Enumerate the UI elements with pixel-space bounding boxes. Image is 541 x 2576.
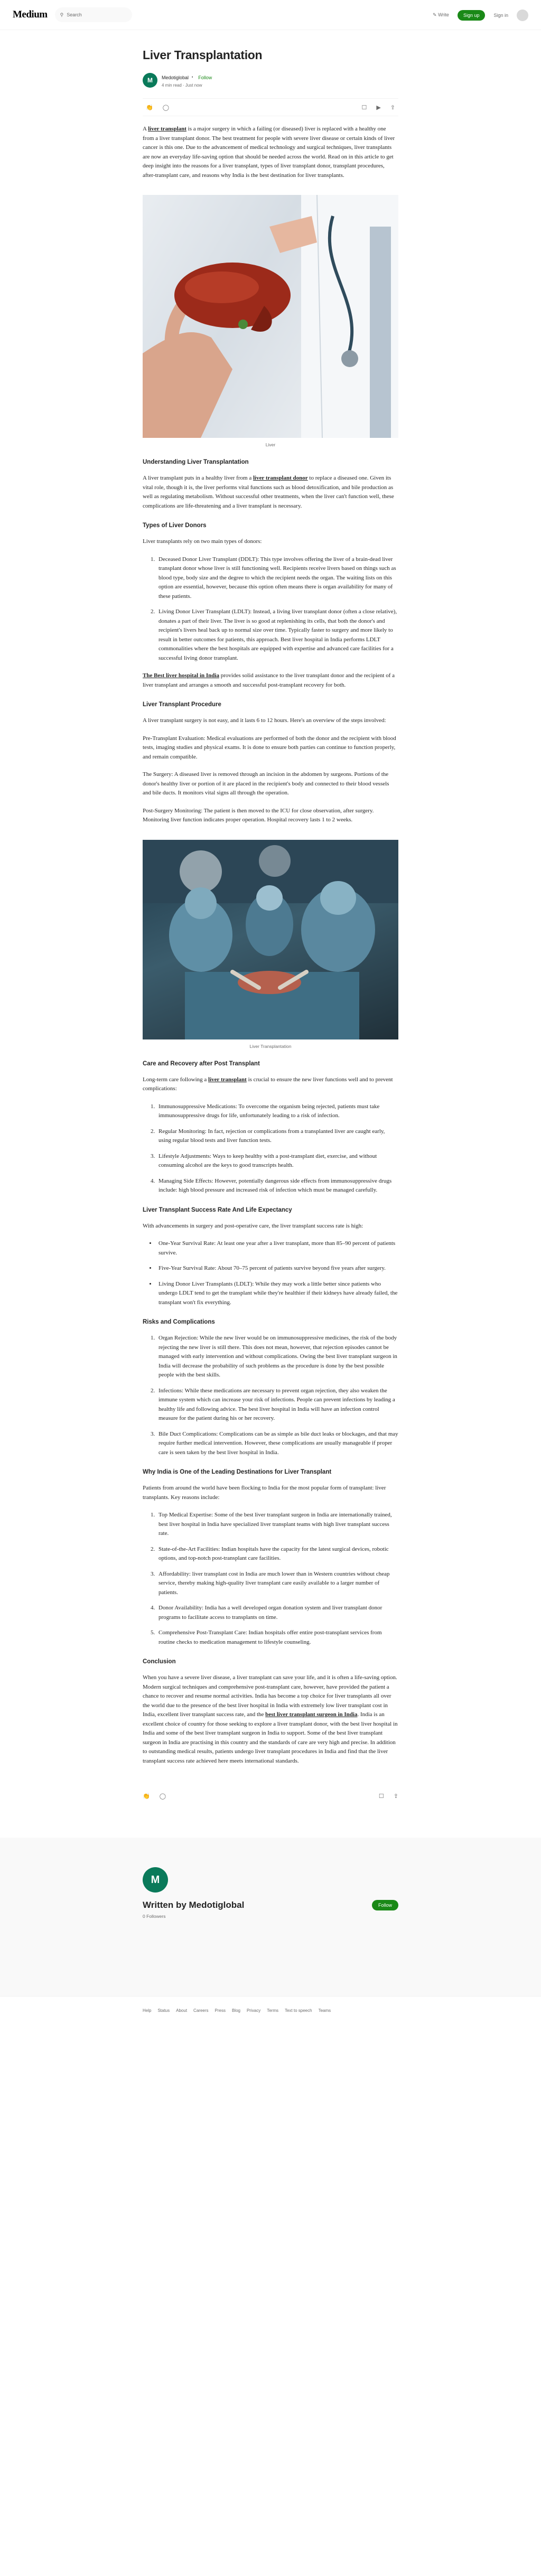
search-icon: ⚲ (60, 12, 64, 17)
bookmark-icon[interactable]: ☐ (361, 104, 367, 111)
liver-transplant-link[interactable]: liver transplant (148, 126, 186, 132)
article-meta: 4 min read · Just now (162, 83, 202, 88)
intro-text-a: A (143, 126, 148, 132)
author-avatar[interactable]: M (143, 73, 157, 88)
care-paragraph (143, 1075, 398, 1094)
list-item: 2. Living Donor Liver Transplant (LDLT): Instead, a living liver transplant donor (often a close relative), donates a part of their liver. The liver is so good at replenishing its cells, that both the donor's and recipient's livers heal back up to normal size over time. Typically faster to surgery and more likely to result in better outcomes for patients, this approach. Best liver hospital in India performs LDLT commonalities where the best hospitals are equipped with expertise and advanced care facilities for a successful living donor transplant. (156, 607, 398, 663)
author-info: Medotiglobal · Follow 4 min read · Just now (162, 72, 212, 88)
article-container (143, 30, 398, 1805)
section-title-risks: Risks and Complications (143, 1319, 215, 1325)
article-action-bar (143, 98, 398, 116)
section-title-procedure: Liver Transplant Procedure (143, 701, 221, 708)
written-by-heading: Written by Medotiglobal (143, 1900, 245, 1910)
list-item: 2. Infections: While these medications are necessary to prevent organ rejection, they also weaken the immune system which can increase your risk of infections. People can prevent infections by leading a healthy life and following advice. The best liver hospital in India will have an infection control measure for the patient during his or her recovery. (156, 1387, 398, 1423)
procedure-step: The Surgery: A diseased liver is removed through an incision in the abdomen by surgeons. Portions of the donor's healthy liver or portion of it are placed in the recipient's body and connected to their blood vessels and bile ducts. It monitors vital signs all through the operation. (143, 771, 389, 796)
intro-paragraph (143, 125, 398, 180)
section-title-success-rate: Liver Transplant Success Rate And Life Expectancy (143, 1206, 292, 1213)
best-hospital-paragraph (143, 671, 398, 690)
liver-image (143, 195, 398, 438)
figure-liver-caption: Liver (265, 442, 276, 447)
procedure-step: Post-Surgery Monitoring: The patient is then moved to the ICU for close observation, after surgery. Monitoring liver function indicates proper operation. Hospital recovery lasts 1 to 2 weeks. (143, 807, 374, 823)
sign-in-link[interactable]: Sign in (493, 12, 508, 18)
footer-link-blog[interactable]: Blog (231, 2008, 240, 2013)
site-footer (0, 1996, 541, 2045)
figure-liver (143, 195, 398, 447)
conclusion-paragraph (143, 1673, 398, 1766)
section-title-care: Care and Recovery after Post Transplant (143, 1060, 260, 1067)
understanding-text-b: to replace a diseased one. Given its vital role, though it is, the liver performs vital functions such as blood detoxification, and bile production as well as regulating metabolism. Without successful other treatments, when the liver can't function well, these complications are life-threatening and a liver transplant is necessary. (143, 475, 394, 509)
list-item: 2. Regular Monitoring: In fact, rejection or complications from a transplanted liver are caught early, using regular blood tests and liver function tests. (156, 1127, 398, 1146)
list-item: 2. State-of-the-Art Facilities: Indian hospitals have the capacity for the latest surgical devices, robotic options, and top-notch post-transplant care facilities. (156, 1545, 398, 1563)
author-follow-link[interactable]: Follow (198, 75, 212, 80)
care-text-b: is crucial to ensure the new liver functions well and to prevent complications: (143, 1076, 393, 1092)
intro-text-b: is a major surgery in which a failing (or diseased) liver is replaced with a healthy one from a liver transplant donor. The best treatment for people with severe liver disease or certain kinds of liver cancer is this one. Due to the advancement of medical technology and surgical techniques, liver transplants are now an everyday life-saving option that should be needed across the world. Read on in this article to get deep insight into the reasons for a liver transplant, types of liver transplant donor, transplant procedures, after-transplant care, and reasons why India is the best destination for liver transplants. (143, 126, 395, 179)
list-item: • Five-Year Survival Rate: About 70–75 percent of patients survive beyond five years after surgery. (156, 1264, 398, 1273)
care-text-a: Long-term care following a (143, 1076, 209, 1083)
article-title: Liver Transplantation (143, 48, 263, 62)
follow-button[interactable]: Follow (372, 1900, 398, 1910)
user-avatar-icon[interactable] (517, 10, 528, 21)
conclusion-text-a: When you have a severe liver disease, a liver transplant can save your life, and it is often a life-saving option. Modern surgical techniques and comprehensive post-transplant care, however, have provided the patient a chance to recover and resume normal activities. India has become a top choice for liver transplants all over the world due to the presence of the best liver hospital in India with extremely low liver transplant cost in India, excellent liver transplant success rate, and the (143, 1674, 397, 1718)
write-icon: ✎ (433, 12, 437, 17)
care-list (143, 1102, 398, 1195)
best-surgeon-link[interactable]: best liver transplant surgeon in India (265, 1711, 358, 1718)
header-actions (433, 0, 528, 30)
list-item: 4. Donor Availability: India has a well developed organ donation system and liver transplant donor programs to facilitate access to transplants on time. (156, 1604, 398, 1622)
why-india-list (143, 1511, 398, 1647)
list-item: 1. Organ Rejection: While the new liver would be on immunosuppressive medicines, the risk of the body rejecting the new liver is still there. This does not mean, however, that rejection episodes cannot be managed with early intervention and without complications. Owing the best liver transplant surgeon in India will decrease the probability of such problems as the procedure is done by the best possible people with the best skills. (156, 1334, 398, 1380)
bookmark-icon[interactable]: ☐ (378, 1793, 384, 1800)
list-item: 5. Comprehensive Post-Transplant Care: Indian hospitals offer entire post-transplant services from routine checks to medication management to lifestyle counseling. (156, 1628, 398, 1647)
list-item: 3. Lifestyle Adjustments: Ways to keep healthy with a post-transplant diet, exercise, and without consuming alcohol are the keys to good transcripts health. (156, 1152, 398, 1170)
why-india-paragraph: Patients from around the world have been flocking to India for the most popular form of transplant: liver transplants. Key reasons include: (143, 1485, 386, 1501)
figure-transplantation (143, 840, 398, 1049)
footer-link-terms[interactable]: Terms (267, 2008, 278, 2013)
clap-icon[interactable]: 👏 (146, 104, 153, 111)
written-by-row (143, 1900, 398, 1910)
success-rate-list (143, 1239, 398, 1307)
section-title-conclusion: Conclusion (143, 1659, 176, 1665)
footer-link-help[interactable]: Help (143, 2008, 152, 2013)
footer-link-about[interactable]: About (176, 2008, 188, 2013)
comment-icon[interactable]: ◯ (159, 1793, 166, 1800)
search-box[interactable] (55, 7, 132, 22)
liver-illustration (143, 195, 398, 438)
followers-count[interactable]: 0 Followers (143, 1914, 166, 1919)
listen-icon[interactable]: ▶ (376, 104, 381, 111)
list-item: 3. Affordability: liver transplant cost in India are much lower than in Western countries without cheap service, thereby making high-quality liver transplant care easily available to a larger number of patients. (156, 1570, 398, 1598)
author-avatar-large[interactable]: M (143, 1867, 168, 1893)
liver-transplant-link-2[interactable]: liver transplant (208, 1076, 247, 1083)
footer-link-privacy[interactable]: Privacy (246, 2008, 261, 2013)
best-liver-hospital-link[interactable]: The Best liver hospital in India (143, 672, 219, 679)
footer-link-status[interactable]: Status (157, 2008, 170, 2013)
list-item: • One-Year Survival Rate: At least one year after a liver transplant, more than 85–90 percent of patients survive. (156, 1239, 398, 1258)
liver-transplant-donor-link[interactable]: liver transplant donor (253, 475, 308, 481)
donor-types-list (143, 555, 398, 663)
surgery-illustration (143, 840, 398, 1039)
footer-link-careers[interactable]: Careers (193, 2008, 209, 2013)
understanding-paragraph (143, 474, 398, 511)
share-icon[interactable]: ⇪ (393, 1793, 398, 1800)
author-block (143, 72, 398, 88)
share-icon[interactable]: ⇪ (390, 104, 395, 111)
list-item: 1. Deceased Donor Liver Transplant (DDLT): This type involves offering the liver of a brain-dead liver transplant donor whose liver is still functioning well. Recipients receive livers based on things such as blood type, body size and the degree to which the recipient needs the organ. The waiting lists on this option are essential, however, because this option often means there is organ availability for many of these patients. (156, 555, 398, 602)
author-footer-section (0, 1838, 541, 1996)
section-title-donor-types: Types of Liver Donors (143, 522, 207, 529)
section-title-why-india: Why India is One of the Leading Destinations for Liver Transplant (143, 1469, 332, 1475)
sign-up-button[interactable]: Sign up (458, 10, 486, 21)
list-item: • Living Donor Liver Transplants (LDLT): While they may work a little better since patients who undergo LDLT tend to get the transplant while they're healthier if their kidneys have already failed, the transplant won't fix everything. (156, 1280, 398, 1308)
surgery-image (143, 840, 398, 1039)
understanding-text-a: A liver transplant puts in a healthy liver from a (143, 475, 253, 481)
list-item: 1. Immunosuppressive Medications: To overcome the organism being rejected, patients must take immunosuppressive drugs for life, unfortunately leading to a risk of infection. (156, 1102, 398, 1121)
list-item: 1. Top Medical Expertise: Some of the best liver transplant surgeon in India are internationally trained, best liver hospital in India have specialized liver transplant teams with high liver transplant success rate. (156, 1511, 398, 1539)
comment-icon[interactable]: ◯ (162, 104, 170, 111)
author-footer-inner (143, 1867, 398, 1919)
list-item: 4. Managing Side Effects: However, potentially dangerous side effects from immunosuppressive drugs include: high blood pressure and increased risk of infection which must be managed carefully. (156, 1177, 398, 1195)
figure-transplantation-caption: Liver Transplantation (249, 1043, 292, 1049)
risks-list (143, 1334, 398, 1457)
best-hospital-text: provides solid assistance to the liver transplant donor and the recipient of a liver transplant and arranges a smooth and successful post-transplant recovery for both. (143, 672, 395, 688)
medium-logo[interactable]: Medium (13, 9, 48, 20)
search-input[interactable]: Search (67, 12, 82, 17)
section-title-understanding: Understanding Liver Transplantation (143, 459, 249, 465)
footer-links (143, 2008, 398, 2013)
footer-link-text-to-speech[interactable]: Text to speech (284, 2008, 312, 2013)
write-button[interactable] (433, 12, 449, 18)
write-label: Write (438, 12, 449, 17)
procedure-paragraph: A liver transplant surgery is not easy, and it lasts 6 to 12 hours. Here's an overview of the steps involved: (143, 717, 386, 724)
list-item: 3. Bile Duct Complications: Complications can be as simple as bile duct leaks or blockages, and that may require further medical intervention. However, these complications are usually manageable if proper care is seen taken by the best liver hospital in India. (156, 1430, 398, 1458)
clap-icon[interactable]: 👏 (143, 1793, 150, 1800)
procedure-step: Pre-Transplant Evaluation: Medical evaluations are performed of both the donor and the recipient with blood tests, imaging studies and physical exams. It is done to ensure both parties can continue to function properly, and remain compatible. (143, 735, 396, 760)
footer-link-teams[interactable]: Teams (318, 2008, 331, 2013)
author-name[interactable]: Medotiglobal (162, 75, 189, 80)
article-footer-actions (143, 1787, 398, 1805)
top-navigation-bar (0, 0, 541, 30)
footer-link-press[interactable]: Press (214, 2008, 226, 2013)
conclusion-text-b: . India is an excellent choice of country for those seeking to explore a liver transplant donor, with the best liver hospital in India and some of the best liver transplant surgeon in India to support. Some of the best liver transplant surgeon in India are practising in this country and the standards of care are very high and precise. In addition to outstanding medical results, patients undergo liver transplant procedures in India and find that the liver transplant success rate achieved here meets international standards. (143, 1711, 398, 1764)
donor-types-paragraph: Liver transplants rely on two main types of donors: (143, 538, 262, 545)
success-rate-paragraph: With advancements in surgery and post-operative care, the liver transplant success rate is high: (143, 1222, 363, 1229)
